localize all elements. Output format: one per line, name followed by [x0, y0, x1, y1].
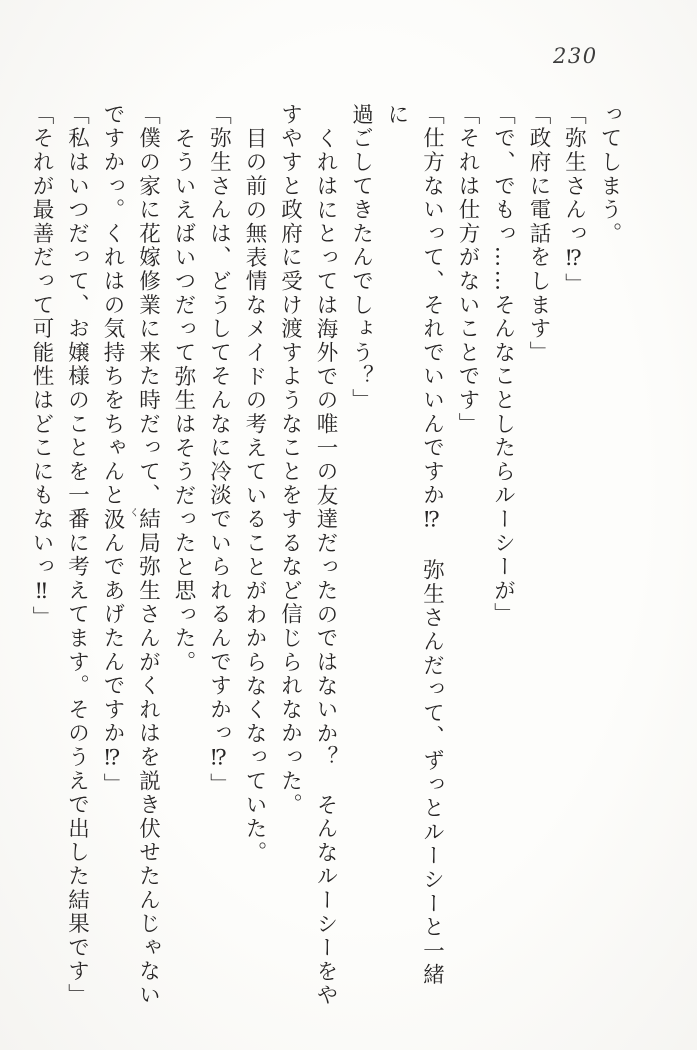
text-line: 目の前の無表情なメイドの考えていることがわからなくなっていた。: [242, 126, 267, 865]
text-line: ってしまう。: [597, 103, 622, 246]
ruby-base: 汲 く: [100, 506, 138, 532]
text-line: 「僕の家に花嫁修業に来た時だって、結局弥生さんがくれはを説き伏せたんじゃない: [135, 103, 161, 1008]
text-line: くれはにとっては海外での唯一の友達だったのではないか？ そんなルーシーをや: [313, 126, 338, 1008]
text-line: ですかっ。くれはの気持ちをちゃんと汲 く んであげたんですか⁉」: [100, 103, 138, 797]
ruby-furigana: く: [127, 506, 138, 517]
text-line: 「弥生さんっ⁉」: [561, 103, 587, 297]
text-line: 「それが最善だって可能性はどこにもないっ‼」: [29, 103, 54, 631]
text-line: すやすと政府に受け渡すようなことをするなど信じられなかった。: [277, 103, 303, 817]
text-line: 「弥生さんは、どうしてそんなに冷淡でいられるんですかっ⁉」: [206, 103, 232, 797]
page-number: 230: [553, 44, 598, 68]
text-line: 「政府に電話をします」: [526, 103, 551, 365]
text-line: 過ごしてきたんでしょう？」: [348, 103, 374, 413]
text-block: [24, 103, 628, 1010]
text-line: 「私はいつだって、お嬢様のことを一番に考えてます。そのうえで出した結果です」: [64, 103, 90, 1008]
text-line: 「で、でもっ……そんなことしたらルーシーが」: [490, 103, 516, 627]
text-line: 「仕方ないって、それでいいんですか⁉ 弥生さんだって、ずっとルーシーと一緒に: [384, 103, 445, 988]
text-line: 「それは仕方がないことです」: [455, 103, 480, 437]
text-line: そういえばいつだって弥生はそうだったと思った。: [171, 126, 196, 675]
